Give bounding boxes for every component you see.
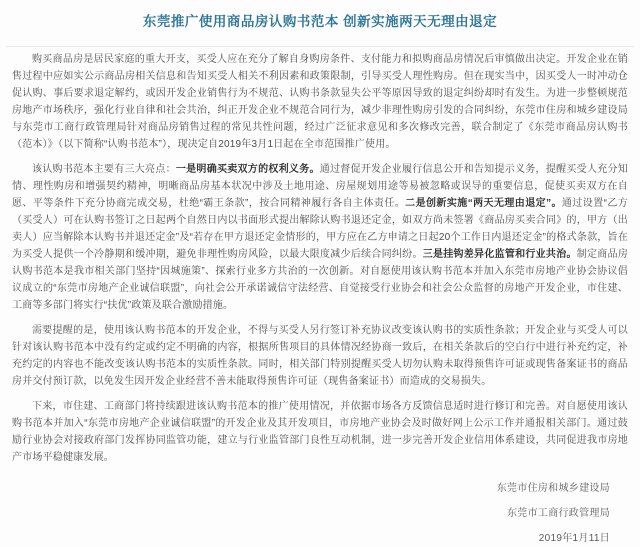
- article-paragraph: [12, 322, 628, 390]
- body-text: 通过设置“乙方（买受人）可在认购书签订之日起两个自然日内以书面形式提出解除认购书退还定金，如双方尚未签署《商品房买卖合同》的，甲方（出卖人）应当解除本认购书并退还定金”及“若存在甲方退还定金情形的，甲方应在乙方申请之日起20个工作日内退还定金”的格式条款，旨在为买受人提供一个冷静期和缓冲期，避免非理性购房风险，以最大限度减少后续合同纠纷。: [12, 198, 628, 260]
- signature-org-2: 东莞市工商行政管理局: [507, 508, 610, 519]
- body-text: 需要提醒的是，使用该认购书范本的开发企业，不得与买受人另行签订补充协议改变该认购书的实质性条款；开发企业与买受人可以针对该认购书范本中没有约定或约定不明确的内容，根据所售项目的具体情况经协商一致后，在相关条款后的空白行中进行补充约定，补充约定的内容也不能改变该认购书范本的实质性条款。同时，相关部门特别提醒买受人切勿认购未取得预售许可证或现售备案证书的商品房并交付预订款，以免发生因开发企业经营不善未能取得预售许可证（现售备案证书）而造成的交易损失。: [12, 325, 628, 387]
- page-title: 东莞推广使用商品房认购书范本 创新实施两天无理由退定: [142, 14, 498, 29]
- highlight-text: 三是挂钩差异化监管和行业共治。: [422, 249, 577, 260]
- body-text: 下来，市住建、工商部门将持续跟进该认购书范本的推广使用情况，并依据市场各方反馈信息适时进行修订和完善。对自愿使用该认购书范本并加入“东莞市房地产企业诚信联盟”的开发企业及其开发项目，市房地产业协会及时做好网上公示工作并通报相关部门。通过鼓励行业协会对接政府部门发挥协同监管功能，建立与行业监管部门良性互动机制，进一步完善开发企业信用体系建设，共同促进我市房地产市场平稳健康发展。: [12, 401, 628, 463]
- article-paragraph: [12, 51, 628, 153]
- body-text: 购买商品房是居民家庭的重大开支，买受人应在充分了解自身购房条件、支付能力和拟购商品房情况后审慎做出决定。开发企业在销售过程中应如实公示商品房相关信息和告知买受人相关不利因素和政策限制，引导买受人理性购房。但在现实当中，因买受人一时冲动仓促认购、事后要求退定解约，或因开发企业销售行为不规范、认购书条款显失公平等原因导致的退定纠纷却时有发生。为进一步整顿规范房地产市场秩序，强化行业自律和社会共治，纠正开发企业不规范合同行为，减少非理性购房引发的合同纠纷，东莞市住房和城乡建设局与东莞市工商行政管理局针对商品房销售过程的常见共性问题，经过广泛征求意见和多次修改完善，联合制定了《东莞市商品房认购书（范本）》（以下简称“认购书范本”），现决定自2019年3月1日起在全市范围推广使用。: [12, 54, 628, 150]
- signature-org-1: 东莞市住房和城乡建设局: [496, 483, 610, 494]
- highlight-text: 二是创新实施“两天无理由退定”。: [405, 198, 562, 209]
- article-paragraph: [12, 161, 628, 314]
- signature-date: 2019年1月11日: [538, 533, 610, 544]
- signature-block: [0, 480, 640, 547]
- body-text: 制定商品房认购书范本是我市相关部门坚持“因城施策”、探索行业多方共治的一次创新。对自愿使用该认购书范本并加入东莞市房地产业协会协议倡议成立的“东莞市房地产企业诚信联盟”，向社会公开承诺诚信守法经营、自觉接受行业协会和社会公众监督的房地产开发企业，市住建、工商等多部门将实行“扶优”政策及联合激励措施。: [12, 249, 629, 311]
- body-text: 该认购书范本主要有三大亮点：: [32, 164, 176, 175]
- highlight-text: 一是明确买卖双方的权利义务。: [175, 164, 320, 175]
- article-body: [0, 47, 640, 466]
- body-text: 通过督促开发企业履行信息公开和告知提示义务，提醒买受人充分知情、理性购房和增强契约精神，明晰商品房基本状况中涉及土地用途、房屋规划用途等易被忽略或误导的重要信息，促使买卖双方在自愿、平等条件下充分协商完成交易，杜绝“霸王条款”，按合同精神履行各自主体责任。: [12, 164, 628, 209]
- article-paragraph: [12, 398, 628, 466]
